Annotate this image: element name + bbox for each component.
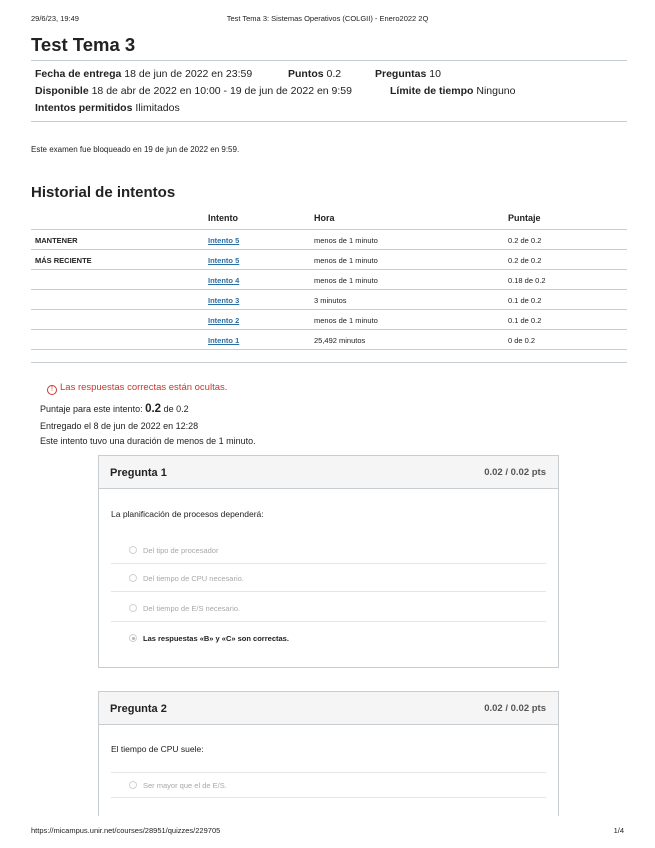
attempt-time: menos de 1 minuto — [314, 316, 378, 325]
available-dates — [35, 85, 352, 97]
answer-text: Del tipo de procesador — [143, 546, 219, 555]
radio-button — [129, 546, 137, 554]
attempt-score: 0.1 de 0.2 — [508, 316, 542, 325]
radio-button — [129, 604, 137, 612]
warning-icon: ! — [47, 385, 57, 395]
due-date-label: Fecha de entrega — [35, 68, 122, 80]
question-points: 0.02 / 0.02 pts — [484, 703, 546, 714]
attempt-history-title: Historial de intentos — [31, 184, 176, 201]
attempt-time: 25,492 minutos — [314, 336, 366, 345]
time-limit — [390, 85, 515, 97]
attempt-time: menos de 1 minuto — [314, 276, 378, 285]
page-title: Test Tema 3 — [31, 34, 136, 55]
warning-text: Las respuestas correctas están ocultas. — [60, 382, 228, 393]
due-date-value: 18 de jun de 2022 en 23:59 — [124, 68, 253, 80]
attempt-time: menos de 1 minuto — [314, 236, 378, 245]
question-card — [98, 455, 559, 668]
due-date — [35, 68, 252, 80]
page-number: 1/4 — [613, 826, 624, 835]
attempt-time: 3 minutos — [314, 296, 347, 305]
question-card — [98, 691, 559, 816]
print-datetime: 29/6/23, 19:49 — [31, 14, 79, 23]
allowed-attempts-label: Intentos permitidos — [35, 102, 133, 114]
points-label: Puntos — [288, 68, 324, 80]
score-suffix: de 0.2 — [163, 404, 189, 414]
answer-text: Del tiempo de E/S necesario. — [143, 604, 241, 613]
question-title: Pregunta 2 — [110, 703, 167, 715]
column-header-time: Hora — [314, 213, 335, 223]
answer-option — [111, 538, 546, 564]
answer-text: Las respuestas «B» y «C» son correctas. — [143, 634, 289, 643]
question-text: La planificación de procesos dependerá: — [111, 509, 264, 519]
allowed-attempts-value: Ilimitados — [135, 102, 180, 114]
divider — [31, 121, 627, 122]
attempt-link[interactable]: Intento 5 — [208, 236, 240, 245]
answer-text: Del tiempo de CPU necesario. — [143, 574, 244, 583]
table-row — [31, 230, 627, 250]
available-value: 18 de abr de 2022 en 10:00 - 19 de jun de 2022 en 9:59 — [91, 85, 352, 97]
row-label: MÁS RECIENTE — [35, 256, 92, 265]
question-count-value: 10 — [429, 68, 441, 80]
attempt-duration: Este intento tuvo una duración de menos de 1 minuto. — [40, 436, 256, 446]
points — [288, 68, 341, 80]
question-header — [99, 456, 558, 489]
column-header-score: Puntaje — [508, 213, 541, 223]
submitted-date: Entregado el 8 de jun de 2022 en 12:28 — [40, 421, 199, 431]
attempt-link[interactable]: Intento 2 — [208, 316, 240, 325]
table-header-row — [31, 210, 627, 230]
table-row — [31, 310, 627, 330]
attempt-score: 0.1 de 0.2 — [508, 296, 542, 305]
hidden-answers-warning — [47, 382, 227, 395]
attempt-time: menos de 1 minuto — [314, 256, 378, 265]
question-points: 0.02 / 0.02 pts — [484, 467, 546, 478]
attempt-score: 0.2 de 0.2 — [508, 256, 542, 265]
allowed-attempts — [35, 102, 180, 114]
points-value: 0.2 — [326, 68, 342, 80]
question-header — [99, 692, 558, 725]
time-limit-value: Ninguno — [476, 85, 516, 97]
table-row — [31, 330, 627, 350]
divider — [31, 362, 627, 363]
answer-option — [111, 772, 546, 798]
column-header-attempt: Intento — [208, 213, 238, 223]
attempt-score-summary — [40, 403, 189, 415]
question-title: Pregunta 1 — [110, 467, 167, 479]
divider — [31, 60, 627, 61]
radio-button-selected — [129, 634, 137, 642]
radio-button — [129, 574, 137, 582]
available-label: Disponible — [35, 85, 89, 97]
answer-text: Ser mayor que el de E/S. — [143, 781, 227, 790]
table-row — [31, 270, 627, 290]
radio-button — [129, 781, 137, 789]
locked-message: Este examen fue bloqueado en 19 de jun de 2022 en 9:59. — [31, 145, 240, 154]
attempt-link[interactable]: Intento 4 — [208, 276, 240, 285]
question-count-label: Preguntas — [375, 68, 427, 80]
attempt-link[interactable]: Intento 5 — [208, 256, 240, 265]
answer-option — [111, 596, 546, 622]
print-url: https://micampus.unir.net/courses/28951/quizzes/229705 — [31, 826, 221, 835]
answer-option — [111, 566, 546, 592]
table-row — [31, 290, 627, 310]
question-text: El tiempo de CPU suele: — [111, 744, 204, 754]
print-document-title: Test Tema 3: Sistemas Operativos (COLGII) - Enero2022 2Q — [226, 14, 429, 23]
time-limit-label: Límite de tiempo — [390, 85, 474, 97]
table-row — [31, 250, 627, 270]
row-label: MANTENER — [35, 236, 78, 245]
attempt-score: 0.2 de 0.2 — [508, 236, 542, 245]
score-value: 0.2 — [145, 403, 162, 415]
attempt-link[interactable]: Intento 3 — [208, 296, 240, 305]
attempt-link[interactable]: Intento 1 — [208, 336, 240, 345]
answer-option — [111, 626, 546, 652]
attempt-score: 0.18 de 0.2 — [508, 276, 546, 285]
question-count — [375, 68, 441, 80]
score-prefix: Puntaje para este intento: — [40, 404, 143, 414]
attempt-score: 0 de 0.2 — [508, 336, 536, 345]
